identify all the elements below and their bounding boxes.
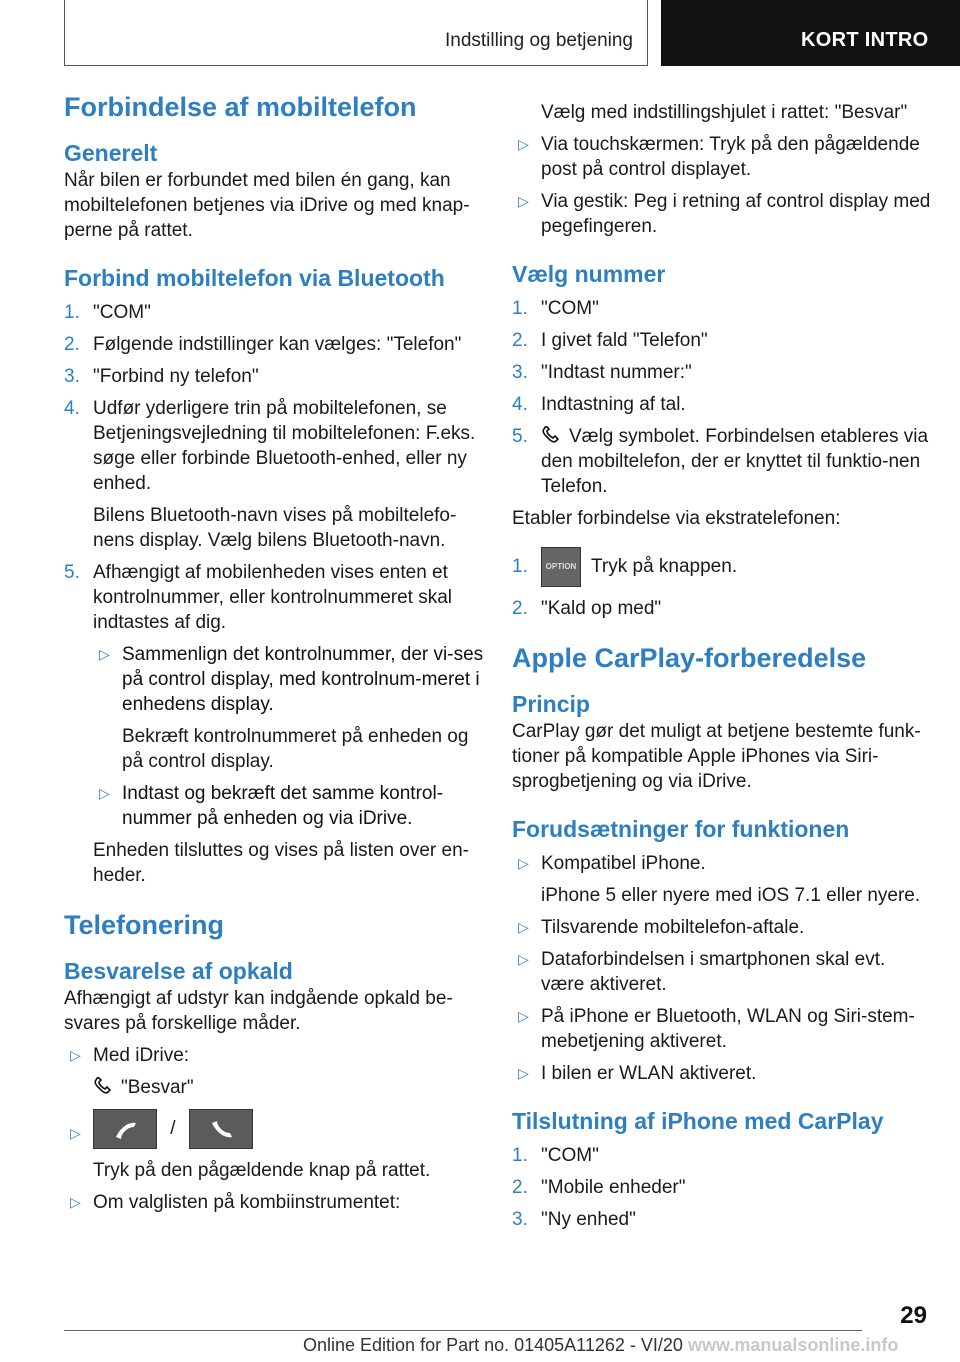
triangle-right-icon: ▷ bbox=[518, 136, 529, 152]
triangle-right-icon: ▷ bbox=[99, 785, 110, 801]
heading-requirements: Forudsætninger for funktionen bbox=[512, 816, 850, 842]
triangle-right-icon: ▷ bbox=[70, 1047, 81, 1063]
list-item: 2. Følgende indstillinger kan vælges: "Telefon" bbox=[64, 334, 462, 355]
step5-note: Enheden tilsluttes og vises på listen over en-heder. bbox=[93, 840, 469, 886]
heading-principle: Princip bbox=[512, 691, 590, 717]
step4-note: Bilens Bluetooth-navn vises på mobiltelefo-nens display. Vælg bilens Bluetooth-navn. bbox=[93, 505, 457, 551]
phone-handset-icon bbox=[93, 1077, 115, 1095]
triangle-right-icon: ▷ bbox=[99, 646, 110, 662]
paragraph-answer: Afhængigt af udstyr kan indgående opkald be-svares på forskellige måder. bbox=[64, 988, 453, 1034]
list-item: 1. OPTION Tryk på knappen. bbox=[512, 545, 932, 589]
header-frame bbox=[64, 0, 648, 66]
list-item: 4. Udfør yderligere trin på mobiltelefonen, se Betjeningsvejledning til mobiltelefonen: F.eks. søge eller forbinde Bluetooth-enhed, eller ny enhed. bbox=[64, 398, 476, 494]
list-item: 4. Indtastning af tal. bbox=[512, 394, 686, 415]
triangle-right-icon: ▷ bbox=[70, 1194, 81, 1210]
left-column bbox=[64, 90, 484, 1215]
list-item: ▷ Via touchskærmen: Tryk på den pågældende post på control displayet. bbox=[518, 134, 920, 180]
chapter-tab bbox=[661, 0, 960, 66]
step5-sub1-note: Bekræft kontrolnummeret på enheden og på control display. bbox=[122, 726, 469, 772]
option-button-image: OPTION bbox=[541, 547, 581, 587]
page-number: 29 bbox=[900, 1302, 927, 1329]
list-item: ▷ Via gestik: Peg i retning af control display med pegefingeren. bbox=[518, 191, 931, 237]
triangle-right-icon: ▷ bbox=[70, 1125, 81, 1141]
list-item: 5. Vælg symbolet. Forbindelsen etableres via den mobiltelefon, der er knyttet til funktio-nen Telefon. bbox=[512, 426, 929, 497]
accept-call-button-image bbox=[93, 1109, 157, 1149]
req1-note: iPhone 5 eller nyere med iOS 7.1 eller nyere. bbox=[541, 885, 921, 906]
heading-telephony: Telefonering bbox=[64, 910, 225, 940]
triangle-right-icon: ▷ bbox=[518, 193, 529, 209]
end-call-button-image bbox=[189, 1109, 253, 1149]
footer-divider bbox=[64, 1330, 862, 1331]
continuation-line: Vælg med indstillingshjulet i rattet: "Besvar" bbox=[541, 102, 908, 123]
sub-list-item: ▷ Indtast og bekræft det samme kontrol-nummer på enheden og via iDrive. bbox=[99, 783, 444, 829]
list-item: ▷ Tilsvarende mobiltelefon-aftale. bbox=[518, 917, 805, 938]
triangle-right-icon: ▷ bbox=[518, 951, 529, 967]
list-item: ▷ På iPhone er Bluetooth, WLAN og Siri-stem-mebetjening aktiveret. bbox=[518, 1006, 915, 1052]
heading-general: Generelt bbox=[64, 140, 158, 166]
list-item: 2. "Kald op med" bbox=[512, 598, 662, 619]
list-item: 3. "Forbind ny telefon" bbox=[64, 366, 259, 387]
answer-button-note: Tryk på den pågældende knap på rattet. bbox=[93, 1160, 431, 1181]
paragraph-extra-phone: Etabler forbindelse via ekstratelefonen: bbox=[512, 508, 841, 529]
paragraph-principle: CarPlay gør det muligt at betjene bestemte funk-tioner på kompatible Apple iPhones via Siri-sprogbetjening og via iDrive. bbox=[512, 721, 921, 792]
section-title: Indstilling og betjening bbox=[444, 30, 633, 51]
list-item: 5. Afhængigt af mobilenheden vises enten et kontrolnummer, eller kontrolnummeret skal indtastes af dig. bbox=[64, 562, 453, 633]
triangle-right-icon: ▷ bbox=[518, 855, 529, 871]
triangle-right-icon: ▷ bbox=[518, 1008, 529, 1024]
triangle-right-icon: ▷ bbox=[518, 1065, 529, 1081]
list-item: ▷ / bbox=[64, 1107, 484, 1151]
list-item: 1. "COM" bbox=[64, 302, 151, 323]
list-item: ▷ Med iDrive: bbox=[70, 1045, 190, 1066]
answer-idrive-note: "Besvar" bbox=[64, 1075, 484, 1100]
heading-connect-carplay: Tilslutning af iPhone med CarPlay bbox=[512, 1108, 884, 1134]
list-item: ▷ Kompatibel iPhone. bbox=[518, 853, 706, 874]
chapter-title: KORT INTRO bbox=[801, 28, 929, 51]
sub-list-item: ▷ Sammenlign det kontrolnummer, der vi-ses på control display, med kontrolnum-meret i enhedens display. bbox=[99, 644, 484, 715]
list-item: 3. "Ny enhed" bbox=[512, 1209, 636, 1230]
right-column bbox=[512, 100, 932, 1232]
list-item: 2. I givet fald "Telefon" bbox=[512, 330, 708, 351]
list-item: 3. "Indtast nummer:" bbox=[512, 362, 692, 383]
triangle-right-icon: ▷ bbox=[518, 919, 529, 935]
heading-answer: Besvarelse af opkald bbox=[64, 958, 293, 984]
site-watermark[interactable]: www.manualsonline.info bbox=[688, 1335, 899, 1355]
list-item: 2. "Mobile enheder" bbox=[512, 1177, 686, 1198]
heading-connect-phone: Forbindelse af mobiltelefon bbox=[64, 92, 417, 122]
list-item: ▷ Om valglisten på kombiinstrumentet: bbox=[70, 1192, 401, 1213]
heading-bluetooth: Forbind mobiltelefon via Bluetooth bbox=[64, 265, 445, 291]
list-item: 1. "COM" bbox=[512, 1145, 599, 1166]
phone-handset-icon bbox=[541, 426, 563, 444]
list-item: ▷ I bilen er WLAN aktiveret. bbox=[518, 1063, 757, 1084]
paragraph-general: Når bilen er forbundet med bilen én gang, kan mobiltelefonen betjenes via iDrive og med knap-perne på rattet. bbox=[64, 170, 470, 241]
list-item: 1. "COM" bbox=[512, 298, 599, 319]
edition-text: Online Edition for Part no. 01405A11262 - VI/20 bbox=[303, 1335, 683, 1355]
heading-dial-number: Vælg nummer bbox=[512, 261, 666, 287]
heading-carplay: Apple CarPlay-forberedelse bbox=[512, 643, 867, 673]
list-item: ▷ Dataforbindelsen i smartphonen skal evt. være aktiveret. bbox=[518, 949, 886, 995]
